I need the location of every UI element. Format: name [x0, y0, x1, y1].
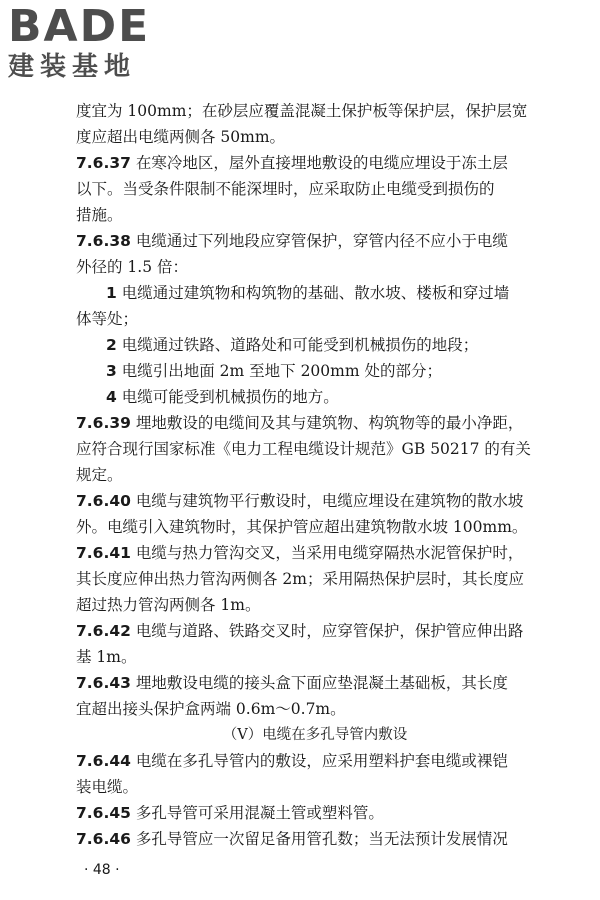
- line-text: 电缆通过建筑物和构筑物的基础、散水坡、楼板和穿过墙: [116, 284, 510, 302]
- text-line: [76, 618, 554, 644]
- text-line: [76, 670, 554, 696]
- logo-subtitle: 建装基地: [8, 52, 137, 82]
- line-text: 以下。当受条件限制不能深埋时，应采取防止电缆受到损伤的: [76, 180, 495, 198]
- text-line: [76, 384, 554, 410]
- text-line: [76, 696, 554, 722]
- text-line: [76, 488, 554, 514]
- clause-number: 7.6.37: [76, 154, 131, 172]
- clause-number: 7.6.46: [76, 830, 131, 848]
- line-text: 多孔导管应一次留足备用管孔数；当无法预计发展情况: [130, 830, 508, 848]
- line-text: 度应超出电缆两侧各 50mm。: [76, 128, 286, 146]
- text-line: [76, 592, 554, 618]
- clause-number: 7.6.39: [76, 414, 131, 432]
- text-line: [76, 358, 554, 384]
- line-text: 电缆与道路、铁路交叉时，应穿管保护，保护管应伸出路: [130, 622, 524, 640]
- line-text: 电缆引出地面 2m 至地下 200mm 处的部分；: [116, 362, 442, 380]
- line-text: 宜超出接头保护盒两端 0.6m～0.7m。: [76, 700, 346, 718]
- text-line: [76, 228, 554, 254]
- clause-number: 7.6.42: [76, 622, 131, 640]
- site-logo: [8, 1, 178, 82]
- clause-number: 2: [106, 336, 117, 354]
- line-text: 电缆与建筑物平行敷设时，电缆应埋设在建筑物的散水坡: [130, 492, 524, 510]
- text-line: [76, 800, 554, 826]
- line-text: 装电缆。: [76, 778, 139, 796]
- line-text: 电缆通过铁路、道路处和可能受到机械损伤的地段；: [116, 336, 479, 354]
- clause-number: 7.6.45: [76, 804, 131, 822]
- line-text: 电缆通过下列地段应穿管保护，穿管内径不应小于电缆: [130, 232, 508, 250]
- text-line: [76, 124, 554, 150]
- text-line: [76, 436, 554, 462]
- line-text: 措施。: [76, 206, 123, 224]
- line-text: 电缆可能受到机械损伤的地方。: [116, 388, 339, 406]
- text-line: [76, 254, 554, 280]
- line-text: 埋地敷设的电缆间及其与建筑物、构筑物等的最小净距，: [130, 414, 524, 432]
- text-line: [76, 410, 554, 436]
- text-line: [76, 332, 554, 358]
- page-number: · 48 ·: [84, 862, 120, 878]
- line-text: 电缆与热力管沟交叉，当采用电缆穿隔热水泥管保护时，: [130, 544, 524, 562]
- line-text: 电缆在多孔导管内的敷设，应采用塑料护套电缆或裸铠: [130, 752, 508, 770]
- text-line: [76, 462, 554, 488]
- text-line: [76, 98, 554, 124]
- text-line: [76, 566, 554, 592]
- text-line: [76, 774, 554, 800]
- line-text: （Ⅴ）电缆在多孔导管内敷设: [222, 727, 408, 743]
- line-text: 多孔导管可采用混凝土管或塑料管。: [130, 804, 384, 822]
- line-text: 体等处；: [76, 310, 139, 328]
- line-text: 其长度应伸出热力管沟两侧各 2m；采用隔热保护层时，其长度应: [76, 570, 524, 588]
- line-text: 超过热力管沟两侧各 1m。: [76, 596, 261, 614]
- clause-number: 7.6.38: [76, 232, 131, 250]
- document-body: [76, 98, 554, 852]
- text-line: [76, 514, 554, 540]
- line-text: 应符合现行国家标准《电力工程电缆设计规范》GB 50217 的有关: [76, 440, 531, 458]
- clause-number: 4: [106, 388, 117, 406]
- line-text: 在寒冷地区，屋外直接埋地敷设的电缆应埋设于冻土层: [130, 154, 508, 172]
- line-text: 埋地敷设电缆的接头盒下面应垫混凝土基础板，其长度: [130, 674, 508, 692]
- text-line: [76, 748, 554, 774]
- clause-number: 3: [106, 362, 117, 380]
- clause-number: 7.6.44: [76, 752, 131, 770]
- line-text: 外。电缆引入建筑物时，其保护管应超出建筑物散水坡 100mm。: [76, 518, 528, 536]
- text-line: [76, 202, 554, 228]
- section-heading: [76, 722, 554, 748]
- text-line: [76, 306, 554, 332]
- text-line: [76, 826, 554, 852]
- clause-number: 7.6.40: [76, 492, 131, 510]
- clause-number: 1: [106, 284, 117, 302]
- line-text: 外径的 1.5 倍：: [76, 258, 189, 276]
- line-text: 度宜为 100mm；在砂层应覆盖混凝土保护板等保护层，保护层宽: [76, 102, 528, 120]
- text-line: [76, 644, 554, 670]
- line-text: 规定。: [76, 466, 123, 484]
- logo-wordmark: BADE: [8, 1, 151, 52]
- line-text: 基 1m。: [76, 648, 137, 666]
- text-line: [76, 540, 554, 566]
- text-line: [76, 150, 554, 176]
- clause-number: 7.6.43: [76, 674, 131, 692]
- clause-number: 7.6.41: [76, 544, 131, 562]
- text-line: [76, 176, 554, 202]
- text-line: [76, 280, 554, 306]
